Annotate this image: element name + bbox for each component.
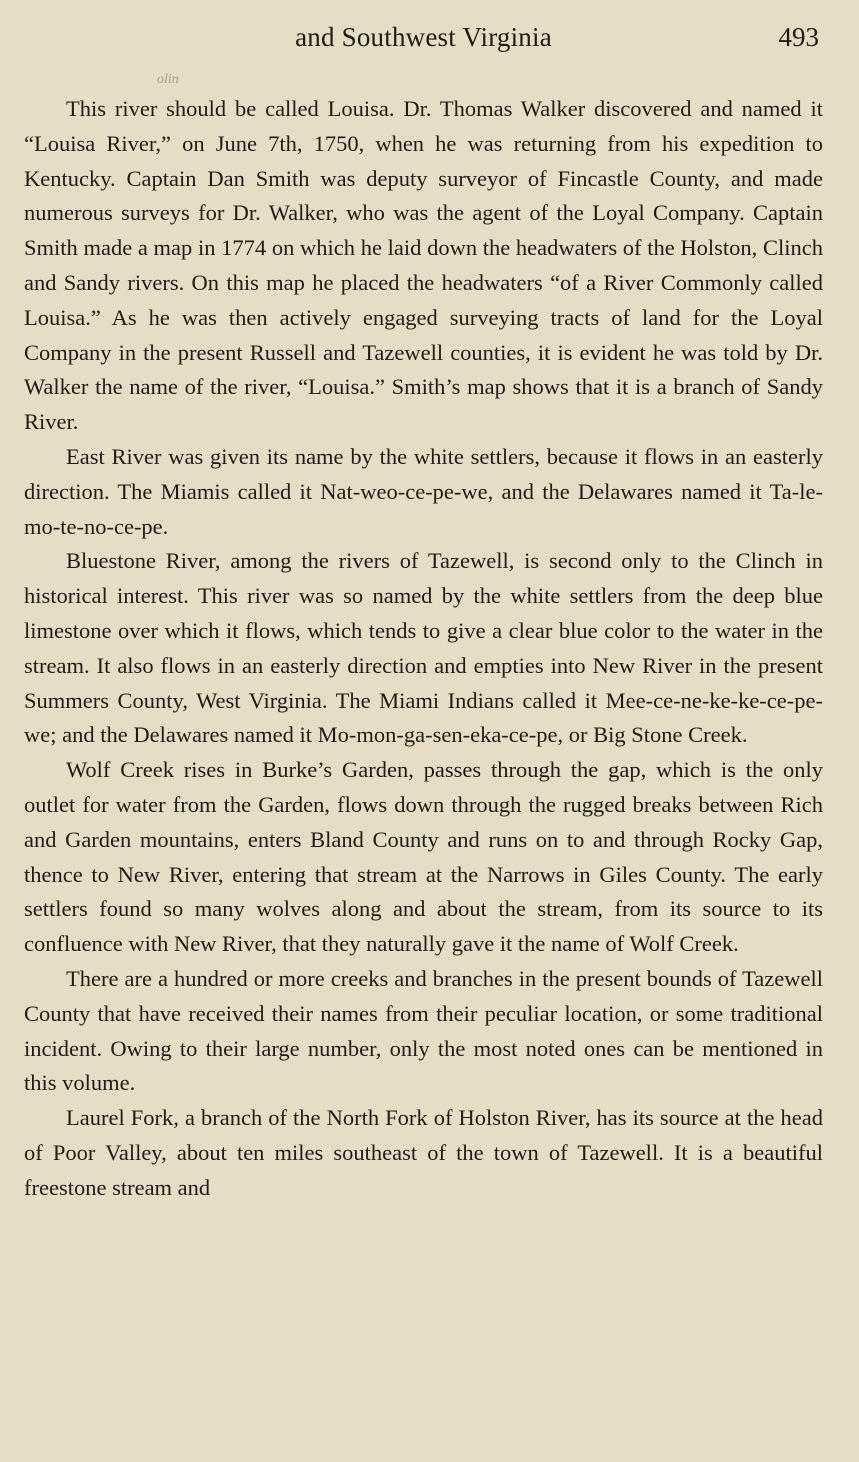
page-header [24,22,823,66]
paragraph-louisa-river: This river should be called Louisa. Dr. Thomas Walker discovered and named it “Louisa River,” on June 7th, 1750, when he was returning from his expedition to Kentucky. Captain Dan Smith was deputy surveyor of Fincastle County, and made numerous surveys for Dr. Walker, who was the agent of the Loyal Company. Captain Smith made a map in 1774 on which he laid down the headwaters of the Holston, Clinch and Sandy rivers. On this map he placed the headwaters “of a River Commonly called Louisa.” As he was then actively engaged surveying tracts of land for the Loyal Company in the present Russell and Tazewell counties, it is evident he was told by Dr. Walker the name of the river, “Louisa.” Smith’s map shows that it is a branch of Sandy River. [24,96,823,435]
paragraph-laurel-fork: Laurel Fork, a branch of the North Fork of Holston River, has its source at the head of Poor Valley, about ten miles southeast of the town of Tazewell. It is a beautiful freestone stream and [24,1105,823,1200]
paragraph-bluestone-river: Bluestone River, among the rivers of Tazewell, is second only to the Clinch in historical interest. This river was so named by the white settlers from the deep blue limestone over which it flows, which tends to give a clear blue color to the water in the stream. It also flows in an easterly direction and empties into New River in the present Summers County, West Virginia. The Miami Indians called it Mee-ce-ne-ke-ke-ce-pe-we; and the Delawares named it Mo-mon-ga-sen-eka-ce-pe, or Big Stone Creek. [24,548,823,748]
paragraph-wolf-creek: Wolf Creek rises in Burke’s Garden, passes through the gap, which is the only outlet for water from the Garden, flows down through the rugged breaks between Rich and Garden mountains, enters Bland County and runs on to and through Rocky Gap, thence to New River, entering that stream at the Narrows in Giles County. The early settlers found so many wolves along and about the stream, from its source to its confluence with New River, that they naturally gave it the name of Wolf Creek. [24,757,823,957]
paragraph-creeks-and-branches: There are a hundred or more creeks and branches in the present bounds of Tazewell County that have received their names from their peculiar location, or some traditional incident. Owing to their large number, only the most noted ones can be mentioned in this volume. [24,965,823,1096]
paragraph-east-river: East River was given its name by the white settlers, because it flows in an easterly direction. The Miamis called it Nat-weo-ce-pe-we, and the Delawares named it Ta-le-mo-te-no-ce-pe. [24,443,823,539]
margin-mark: olin [157,72,179,87]
body-text [24,92,823,1206]
page-number: 493 [778,22,819,52]
running-head: and Southwest Virginia [295,22,552,52]
